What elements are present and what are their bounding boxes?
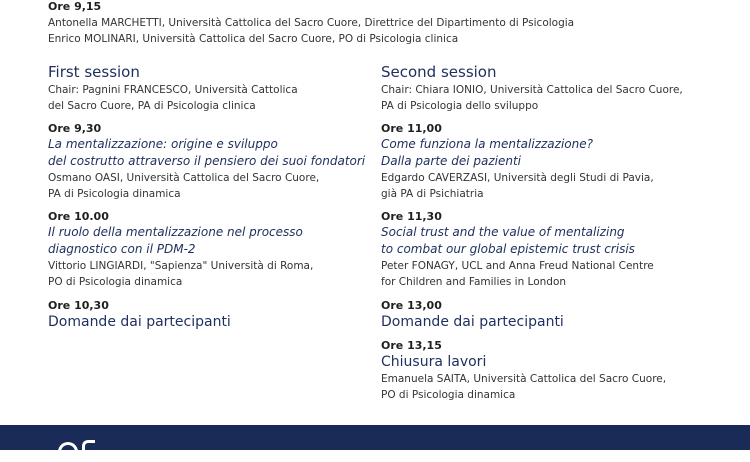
- talk-title-2: to combat our global epistemic trust crisis: [381, 242, 635, 256]
- speaker-1: Osmano OASI, Università Cattolica del Sacro Cuore,: [48, 172, 320, 184]
- talk-title-1: La mentalizzazione: origine e sviluppo: [48, 137, 278, 151]
- speaker-2: for Children and Families in London: [381, 276, 567, 288]
- talk-title-2: diagnostico con il PDM-2: [48, 242, 196, 256]
- qa-label: Domande dai partecipanti: [48, 314, 231, 330]
- talk-title-2: del costrutto attraverso il pensiero dei suoi fondatori: [48, 154, 366, 168]
- agenda-item: [48, 210, 365, 290]
- item-time: Ore 10.00: [48, 210, 109, 223]
- qa-item: [48, 299, 365, 331]
- qa-label: Domande dai partecipanti: [381, 314, 564, 330]
- agenda-item: [381, 122, 683, 202]
- agenda-item: [48, 122, 365, 202]
- second-session: [381, 62, 683, 403]
- speaker-1: Vittorio LINGIARDI, "Sapienza" Università di Roma,: [48, 260, 314, 272]
- talk-title-1: Social trust and the value of mentalizing: [381, 225, 625, 239]
- qa-time: Ore 13,00: [381, 299, 442, 312]
- closing-speaker-1: Emanuela SAITA, Università Cattolica del Sacro Cuore,: [381, 373, 667, 385]
- talk-title-1: Come funziona la mentalizzazione?: [381, 137, 593, 151]
- item-time: Ore 11,30: [381, 210, 442, 223]
- qa-item: [381, 299, 683, 331]
- agenda-item: [381, 210, 683, 290]
- second-session-title: Second session: [381, 63, 497, 81]
- first-session-chair-1: Chair: Pagnini FRANCESCO, Università Cattolica: [48, 84, 298, 96]
- speaker-2: già PA di Psichiatria: [381, 188, 484, 200]
- speaker-2: PO di Psicologia dinamica: [48, 276, 183, 288]
- opening-block: [48, 0, 574, 47]
- item-time: Ore 9,30: [48, 122, 102, 135]
- first-session: [48, 62, 365, 331]
- speaker-1: Edgardo CAVERZASI, Università degli Studi di Pavia,: [381, 172, 654, 184]
- first-session-chair-2: del Sacro Cuore, PA di Psicologia clinica: [48, 100, 256, 112]
- speaker-2: PA di Psicologia dinamica: [48, 188, 181, 200]
- second-session-chair-2: PA di Psicologia dello sviluppo: [381, 100, 539, 112]
- footer-band: [0, 425, 750, 450]
- closing-time: Ore 13,15: [381, 339, 442, 352]
- closing-item: [381, 339, 683, 403]
- closing-speaker-2: PO di Psicologia dinamica: [381, 389, 516, 401]
- talk-title-1: Il ruolo della mentalizzazione nel processo: [48, 225, 303, 239]
- item-time: Ore 11,00: [381, 122, 442, 135]
- first-session-title: First session: [48, 63, 140, 81]
- talk-title-2: Dalla parte dei pazienti: [381, 154, 522, 168]
- qa-time: Ore 10,30: [48, 299, 109, 312]
- logo-icon: [58, 442, 78, 462]
- second-session-chair-1: Chair: Chiara IONIO, Università Cattolica del Sacro Cuore,: [381, 84, 683, 96]
- opening-time: Ore 9,15: [48, 0, 102, 13]
- speaker-1: Peter FONAGY, UCL and Anna Freud National Centre: [381, 260, 654, 272]
- opening-speaker-2: Enrico MOLINARI, Università Cattolica del Sacro Cuore, PO di Psicologia clinica: [48, 33, 459, 45]
- logo-mark-icon: [82, 440, 95, 455]
- closing-label: Chiusura lavori: [381, 354, 487, 370]
- opening-speaker-1: Antonella MARCHETTI, Università Cattolica del Sacro Cuore, Direttrice del Dipartimento di Psicologia: [48, 17, 575, 29]
